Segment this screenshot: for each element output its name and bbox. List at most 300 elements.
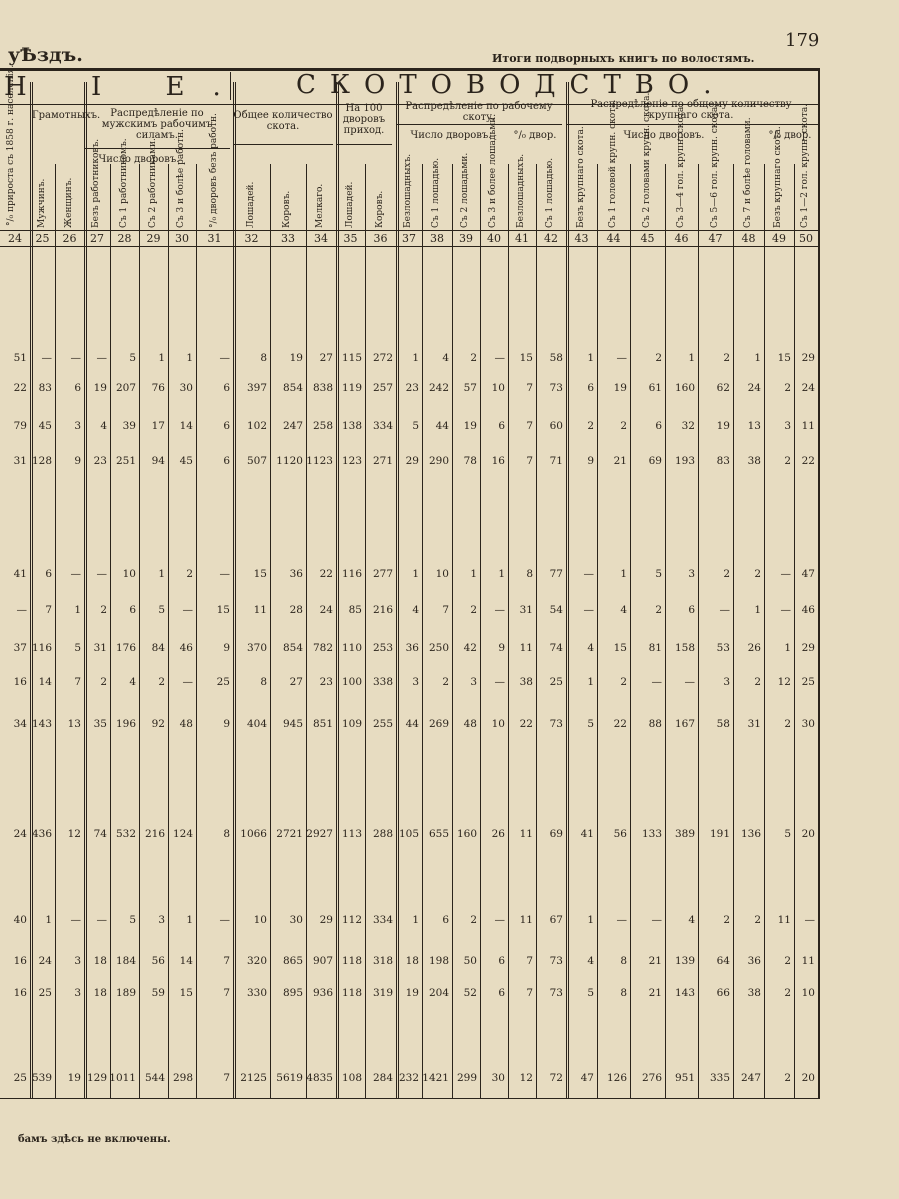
table-cell: 11	[519, 828, 533, 840]
table-cell: 57	[463, 382, 477, 394]
column-number: 37	[402, 232, 416, 245]
table-cell: 11	[801, 955, 815, 967]
section-title-left: Н І Е.	[4, 72, 249, 102]
table-cell: 31	[93, 642, 107, 654]
table-cell: 539	[31, 1072, 52, 1084]
table-cell: 299	[456, 1072, 477, 1084]
table-cell: 2	[754, 676, 761, 688]
column-subheader: Коровъ.	[374, 190, 385, 228]
table-cell: 5	[784, 828, 791, 840]
table-cell: 1	[587, 676, 594, 688]
table-cell: 334	[372, 420, 393, 432]
table-cell: 47	[580, 1072, 594, 1084]
table-cell: 30	[491, 1072, 505, 1084]
table-cell: 116	[31, 642, 52, 654]
table-cell: 1	[186, 352, 193, 364]
table-cell: 2	[186, 568, 193, 580]
table-cell: 10	[253, 914, 267, 926]
table-cell: 2	[158, 676, 165, 688]
table-cell: 138	[341, 420, 362, 432]
table-cell: 389	[674, 828, 695, 840]
table-cell: 6	[498, 420, 505, 432]
column-subheader: Коровъ.	[282, 190, 292, 228]
table-cell: 126	[606, 1072, 627, 1084]
column-number: 25	[35, 232, 50, 245]
table-cell: —	[651, 914, 662, 926]
table-cell: 61	[648, 382, 662, 394]
table-cell: 15	[777, 352, 791, 364]
table-cell: 85	[348, 604, 362, 616]
table-cell: 2	[784, 455, 791, 467]
table-cell: 46	[179, 642, 193, 654]
table-cell: 72	[549, 1072, 563, 1084]
table-cell: 15	[179, 987, 193, 999]
table-cell: 38	[519, 676, 533, 688]
table-cell: 851	[312, 718, 333, 730]
table-cell: 30	[179, 382, 193, 394]
header-male-force: Распредѣленіе по мужскимъ рабочимъ силамъ.	[101, 108, 213, 141]
table-cell: —	[583, 568, 594, 580]
column-rule	[630, 164, 631, 1098]
column-number: 49	[772, 232, 786, 245]
table-cell: 2125	[240, 1072, 267, 1084]
column-subheader: Мелкаго.	[315, 183, 325, 228]
table-cell: 2	[784, 1072, 791, 1084]
table-cell: —	[70, 352, 81, 364]
table-cell: 782	[312, 642, 333, 654]
table-cell: —	[494, 914, 505, 926]
table-cell: 544	[144, 1072, 165, 1084]
table-cell: —	[780, 568, 791, 580]
table-cell: 284	[372, 1072, 393, 1084]
table-cell: —	[616, 914, 627, 926]
table-cell: 109	[341, 718, 362, 730]
table-cell: 216	[372, 604, 393, 616]
table-cell: 7	[526, 455, 533, 467]
table-cell: 7	[526, 420, 533, 432]
table-cell: 951	[674, 1072, 695, 1084]
table-cell: 4835	[306, 1072, 333, 1084]
table-cell: 18	[93, 987, 107, 999]
column-number: 38	[430, 232, 444, 245]
table-cell: 6	[655, 420, 662, 432]
table-cell: —	[96, 568, 107, 580]
table-cell: 4	[587, 642, 594, 654]
section-title-right: СКОТОВОДСТВО.	[296, 70, 726, 100]
table-cell: 3	[158, 914, 165, 926]
column-subheader: Съ 1 работникомъ.	[118, 138, 129, 228]
table-cell: 338	[372, 676, 393, 688]
table-cell: 4	[442, 352, 449, 364]
table-cell: 52	[463, 987, 477, 999]
table-cell: 15	[519, 352, 533, 364]
table-cell: —	[219, 352, 230, 364]
table-cell: 45	[38, 420, 52, 432]
column-number: 41	[515, 232, 529, 245]
table-cell: 1421	[422, 1072, 449, 1084]
table-cell: 2	[100, 604, 107, 616]
column-subheader: Съ 2 лошадьми.	[460, 152, 470, 228]
column-subheader: Безъ крупнаго скота.	[575, 126, 586, 228]
header-rule	[336, 144, 392, 145]
column-rule	[536, 164, 537, 1098]
table-cell: 1	[158, 568, 165, 580]
table-cell: 397	[246, 382, 267, 394]
table-cell: 36	[289, 568, 303, 580]
table-cell: 77	[549, 568, 563, 580]
column-subheader: Безлошадныхъ.	[403, 153, 413, 228]
table-cell: 133	[641, 828, 662, 840]
table-cell: —	[70, 914, 81, 926]
table-cell: 6	[223, 382, 230, 394]
column-subheader: Съ 1 лошадью.	[545, 157, 555, 228]
header-rule	[233, 144, 333, 145]
table-cell: 158	[674, 642, 695, 654]
running-head: Итоги подворныхъ книгъ по волостямъ.	[492, 52, 755, 65]
column-subheader: Съ 3—4 гол. крупн. скота.	[675, 103, 686, 228]
table-cell: 15	[216, 604, 230, 616]
table-cell: 196	[115, 718, 136, 730]
table-cell: 2	[655, 352, 662, 364]
table-cell: 21	[648, 955, 662, 967]
table-cell: 31	[519, 604, 533, 616]
table-cell: 3	[470, 676, 477, 688]
column-rule	[452, 164, 453, 1098]
table-cell: 4	[100, 420, 107, 432]
table-cell: 193	[674, 455, 695, 467]
table-cell: 23	[319, 676, 333, 688]
column-subheader: Съ 2 головами крупн. скота.	[641, 92, 652, 228]
column-subheader: Безъ работниковъ.	[91, 138, 101, 228]
table-cell: 232	[398, 1072, 419, 1084]
table-cell: 334	[372, 914, 393, 926]
table-cell: —	[616, 352, 627, 364]
table-cell: 10	[491, 718, 505, 730]
table-cell: 10	[435, 568, 449, 580]
table-cell: 251	[115, 455, 136, 467]
table-cell: 2	[723, 352, 730, 364]
column-number: 36	[373, 232, 388, 245]
table-cell: 12	[777, 676, 791, 688]
table-cell: 2	[470, 914, 477, 926]
table-cell: 10	[491, 382, 505, 394]
column-number: 31	[207, 232, 222, 245]
table-cell: 6	[498, 987, 505, 999]
table-cell: 1	[784, 642, 791, 654]
table-cell: 18	[405, 955, 419, 967]
column-rule	[168, 164, 169, 1098]
table-cell: 36	[747, 955, 761, 967]
column-number: 46	[674, 232, 689, 245]
table-cell: 41	[13, 568, 27, 580]
table-cell: 30	[289, 914, 303, 926]
table-cell: 5	[655, 568, 662, 580]
table-cell: 59	[151, 987, 165, 999]
table-cell: 330	[246, 987, 267, 999]
table-cell: 1	[587, 352, 594, 364]
table-cell: 51	[13, 352, 27, 364]
table-cell: 4	[620, 604, 627, 616]
table-cell: 73	[549, 718, 563, 730]
table-cell: 2	[754, 568, 761, 580]
table-cell: 119	[341, 382, 362, 394]
table-cell: 167	[674, 718, 695, 730]
table-cell: 29	[405, 455, 419, 467]
header-large-count: Число дворовъ.	[623, 130, 705, 141]
table-cell: 1	[412, 914, 419, 926]
table-cell: 9	[223, 718, 230, 730]
table-cell: 318	[372, 955, 393, 967]
table-cell: 5	[129, 914, 136, 926]
table-cell: 10	[122, 568, 136, 580]
column-rule	[597, 164, 598, 1098]
table-cell: 24	[801, 382, 815, 394]
table-cell: 16	[13, 955, 27, 967]
column-number: 32	[244, 232, 259, 245]
column-number: 27	[90, 232, 104, 245]
table-cell: 74	[93, 828, 107, 840]
table-cell: 6	[74, 382, 81, 394]
table-cell: 2927	[306, 828, 333, 840]
table-cell: 6	[442, 914, 449, 926]
table-cell: 207	[115, 382, 136, 394]
table-cell: 7	[526, 987, 533, 999]
table-cell: 6	[688, 604, 695, 616]
table-cell: —	[182, 676, 193, 688]
table-cell: 1	[587, 914, 594, 926]
table-cell: 216	[144, 828, 165, 840]
table-cell: 62	[716, 382, 730, 394]
header-work-livestock: Распредѣленіе по рабочему скоту.	[405, 101, 553, 123]
column-subheader: Съ 7 и болѣе головами.	[742, 117, 753, 228]
table-cell: —	[96, 352, 107, 364]
table-cell: 4	[412, 604, 419, 616]
table-cell: —	[719, 604, 730, 616]
table-cell: 22	[801, 455, 815, 467]
header-total-livestock: Общее количество скота.	[233, 110, 333, 132]
table-cell: 7	[526, 955, 533, 967]
footnote: бамъ здѣсь не включены.	[18, 1134, 171, 1145]
header-per-100: На 100 дворовъ приход.	[342, 103, 386, 136]
table-cell: 9	[587, 455, 594, 467]
table-cell: 20	[801, 828, 815, 840]
table-cell: 4	[587, 955, 594, 967]
table-cell: 83	[716, 455, 730, 467]
header-work-count: Число дворовъ.	[410, 130, 492, 141]
table-cell: 45	[179, 455, 193, 467]
table-cell: 14	[179, 420, 193, 432]
table-cell: 42	[463, 642, 477, 654]
column-number: 43	[574, 232, 589, 245]
table-cell: 79	[13, 420, 27, 432]
table-cell: 23	[405, 382, 419, 394]
table-cell: 30	[801, 718, 815, 730]
table-cell: 105	[398, 828, 419, 840]
table-cell: 29	[319, 914, 333, 926]
table-cell: 102	[246, 420, 267, 432]
table-cell: 118	[341, 987, 362, 999]
column-subheader: Лошадей.	[344, 181, 355, 228]
table-cell: —	[651, 676, 662, 688]
column-number: 40	[487, 232, 501, 245]
column-number: 45	[640, 232, 655, 245]
table-cell: 2	[587, 420, 594, 432]
column-number: 48	[741, 232, 756, 245]
table-cell: 37	[13, 642, 27, 654]
section-divider	[230, 72, 231, 100]
table-cell: 247	[282, 420, 303, 432]
column-subheader: Съ 1 головой крупн. скота.	[607, 99, 618, 228]
table-cell: —	[41, 352, 52, 364]
table-cell: —	[219, 914, 230, 926]
table-cell: 21	[648, 987, 662, 999]
table-cell: 1	[412, 352, 419, 364]
table-cell: 29	[801, 352, 815, 364]
table-cell: 19	[463, 420, 477, 432]
table-cell: 113	[341, 828, 362, 840]
table-cell: 19	[67, 1072, 81, 1084]
table-cell: 19	[405, 987, 419, 999]
table-cell: 25	[216, 676, 230, 688]
table-cell: 31	[747, 718, 761, 730]
table-cell: 26	[747, 642, 761, 654]
column-number: 47	[708, 232, 723, 245]
table-cell: 48	[179, 718, 193, 730]
table-cell: 56	[151, 955, 165, 967]
table-cell: 88	[648, 718, 662, 730]
table-cell: 2	[620, 676, 627, 688]
table-cell: 3	[412, 676, 419, 688]
column-rule	[698, 164, 699, 1098]
table-cell: 139	[674, 955, 695, 967]
table-cell: 404	[246, 718, 267, 730]
table-cell: 38	[747, 987, 761, 999]
table-cell: 34	[13, 718, 27, 730]
table-cell: 92	[151, 718, 165, 730]
table-cell: 7	[45, 604, 52, 616]
table-cell: 3	[74, 420, 81, 432]
table-cell: 19	[613, 382, 627, 394]
table-cell: 1	[754, 352, 761, 364]
table-cell: 11	[253, 604, 267, 616]
table-cell: 17	[151, 420, 165, 432]
table-cell: 2	[784, 955, 791, 967]
table-cell: 176	[115, 642, 136, 654]
table-cell: 436	[31, 828, 52, 840]
column-rule	[306, 164, 307, 1098]
table-cell: 21	[613, 455, 627, 467]
table-cell: 7	[442, 604, 449, 616]
table-cell: 2	[620, 420, 627, 432]
table-cell: 22	[13, 382, 27, 394]
table-cell: 24	[13, 828, 27, 840]
column-number: 35	[343, 232, 358, 245]
column-number: 42	[544, 232, 558, 245]
table-cell: 184	[115, 955, 136, 967]
table-cell: 118	[341, 955, 362, 967]
table-cell: 3	[74, 987, 81, 999]
table-cell: 13	[67, 718, 81, 730]
table-cell: 271	[372, 455, 393, 467]
header-large-livestock: Распредѣленіе по общему количеству крупнаго скота.	[590, 99, 792, 121]
table-cell: 71	[549, 455, 563, 467]
table-cell: 277	[372, 568, 393, 580]
table-cell: 44	[405, 718, 419, 730]
column-number: 50	[799, 232, 813, 245]
table-cell: 2	[784, 718, 791, 730]
table-cell: 76	[151, 382, 165, 394]
table-cell: 115	[341, 352, 362, 364]
table-cell: 160	[456, 828, 477, 840]
table-cell: 56	[613, 828, 627, 840]
table-cell: 290	[428, 455, 449, 467]
table-cell: —	[182, 604, 193, 616]
table-cell: 11	[519, 914, 533, 926]
table-cell: 1	[754, 604, 761, 616]
table-cell: 27	[319, 352, 333, 364]
table-cell: 67	[549, 914, 563, 926]
table-cell: 8	[260, 676, 267, 688]
table-cell: 8	[620, 987, 627, 999]
table-cell: 83	[38, 382, 52, 394]
table-cell: 1	[186, 914, 193, 926]
table-cell: 110	[341, 642, 362, 654]
table-cell: 8	[260, 352, 267, 364]
table-cell: 16	[491, 455, 505, 467]
table-cell: 40	[13, 914, 27, 926]
table-cell: 247	[740, 1072, 761, 1084]
table-cell: 4	[129, 676, 136, 688]
table-cell: 19	[93, 382, 107, 394]
table-cell: 41	[580, 828, 594, 840]
table-cell: 81	[648, 642, 662, 654]
table-cell: 28	[289, 604, 303, 616]
table-cell: 895	[282, 987, 303, 999]
table-cell: 24	[38, 955, 52, 967]
table-cell: 160	[674, 382, 695, 394]
page-number: 179	[785, 30, 820, 51]
table-cell: 2	[723, 568, 730, 580]
table-cell: —	[494, 604, 505, 616]
column-number: 24	[8, 232, 22, 245]
table-cell: —	[583, 604, 594, 616]
column-number: 29	[146, 232, 161, 245]
table-cell: 128	[31, 455, 52, 467]
table-cell: 5	[587, 987, 594, 999]
uezd-label: уѢздъ.	[8, 44, 83, 66]
table-cell: 1	[688, 352, 695, 364]
table-cell: 6	[223, 455, 230, 467]
column-rule	[139, 164, 140, 1098]
table-cell: 936	[312, 987, 333, 999]
table-cell: 6	[129, 604, 136, 616]
table-cell: —	[494, 352, 505, 364]
table-cell: 1	[498, 568, 505, 580]
table-cell: 204	[428, 987, 449, 999]
table-cell: 58	[716, 718, 730, 730]
table-cell: 2	[784, 382, 791, 394]
table-cell: 7	[223, 955, 230, 967]
table-cell: 73	[549, 382, 563, 394]
column-subheader: Съ 1—2 гол. крупн. скота.	[800, 103, 810, 228]
table-cell: 3	[74, 955, 81, 967]
header-large-pct: °/₀ двор.	[768, 130, 812, 141]
column-rule	[55, 164, 56, 1098]
table-cell: 15	[253, 568, 267, 580]
table-cell: 6	[498, 955, 505, 967]
table-cell: —	[96, 914, 107, 926]
table-cell: 74	[549, 642, 563, 654]
